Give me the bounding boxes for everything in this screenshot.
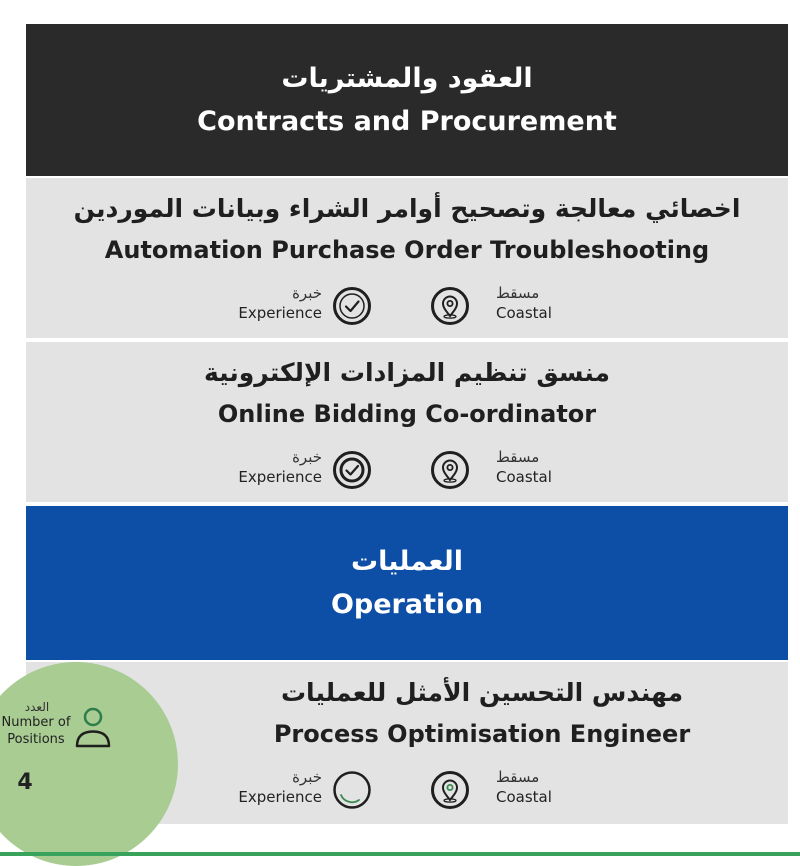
bottom-accent-line — [0, 852, 800, 856]
location-label-en: Coastal — [496, 468, 552, 486]
job-card-process-optimisation — [1, 662, 788, 824]
experience-label-en: Experience — [238, 468, 322, 486]
location-label-ar: مسقط — [496, 284, 540, 302]
experience-label-ar: خبرة — [292, 448, 322, 466]
job-title-en: Process Optimisation Engineer — [273, 720, 691, 748]
experience-info — [222, 284, 382, 332]
positions-badge — [0, 662, 178, 866]
experience-info — [222, 768, 382, 816]
section-header-contracts — [26, 24, 788, 176]
positions-label-ar: العدد — [24, 700, 50, 714]
location-info — [426, 284, 576, 332]
location-pin-icon — [430, 450, 470, 490]
experience-label-en: Experience — [238, 304, 322, 322]
location-label-en: Coastal — [496, 788, 552, 806]
experience-label-ar: خبرة — [292, 284, 322, 302]
section-title-en: Operation — [330, 589, 484, 620]
job-title-ar: اخصائي معالجة وتصحيح أوامر الشراء وبيانات الموردين — [73, 194, 741, 223]
location-label-ar: مسقط — [496, 448, 540, 466]
experience-check-icon — [332, 450, 372, 490]
section-title-ar: العمليات — [350, 546, 464, 577]
experience-label-ar: خبرة — [292, 768, 322, 786]
location-pin-icon — [430, 770, 470, 810]
section-header-operation — [26, 506, 788, 660]
job-title-en: Online Bidding Co-ordinator — [217, 400, 597, 428]
job-card-purchase-order — [26, 178, 788, 338]
location-info — [426, 768, 576, 816]
positions-label-en: Number of Positions — [1, 715, 71, 747]
person-icon — [72, 706, 114, 750]
location-label-en: Coastal — [496, 304, 552, 322]
experience-label-en: Experience — [238, 788, 322, 806]
section-title-ar: العقود والمشتريات — [281, 63, 533, 94]
location-pin-icon — [430, 286, 470, 326]
job-title-ar: منسق تنظيم المزادات الإلكترونية — [203, 358, 611, 387]
experience-circle-icon — [332, 770, 372, 810]
job-title-ar: مهندس التحسين الأمثل للعمليات — [280, 678, 684, 707]
positions-count: 4 — [17, 770, 33, 795]
location-info — [426, 448, 576, 496]
job-card-online-bidding — [26, 342, 788, 502]
section-title-en: Contracts and Procurement — [197, 106, 617, 137]
job-title-en: Automation Purchase Order Troubleshooting — [104, 236, 710, 264]
location-label-ar: مسقط — [496, 768, 540, 786]
experience-info — [222, 448, 382, 496]
experience-check-icon — [332, 286, 372, 326]
